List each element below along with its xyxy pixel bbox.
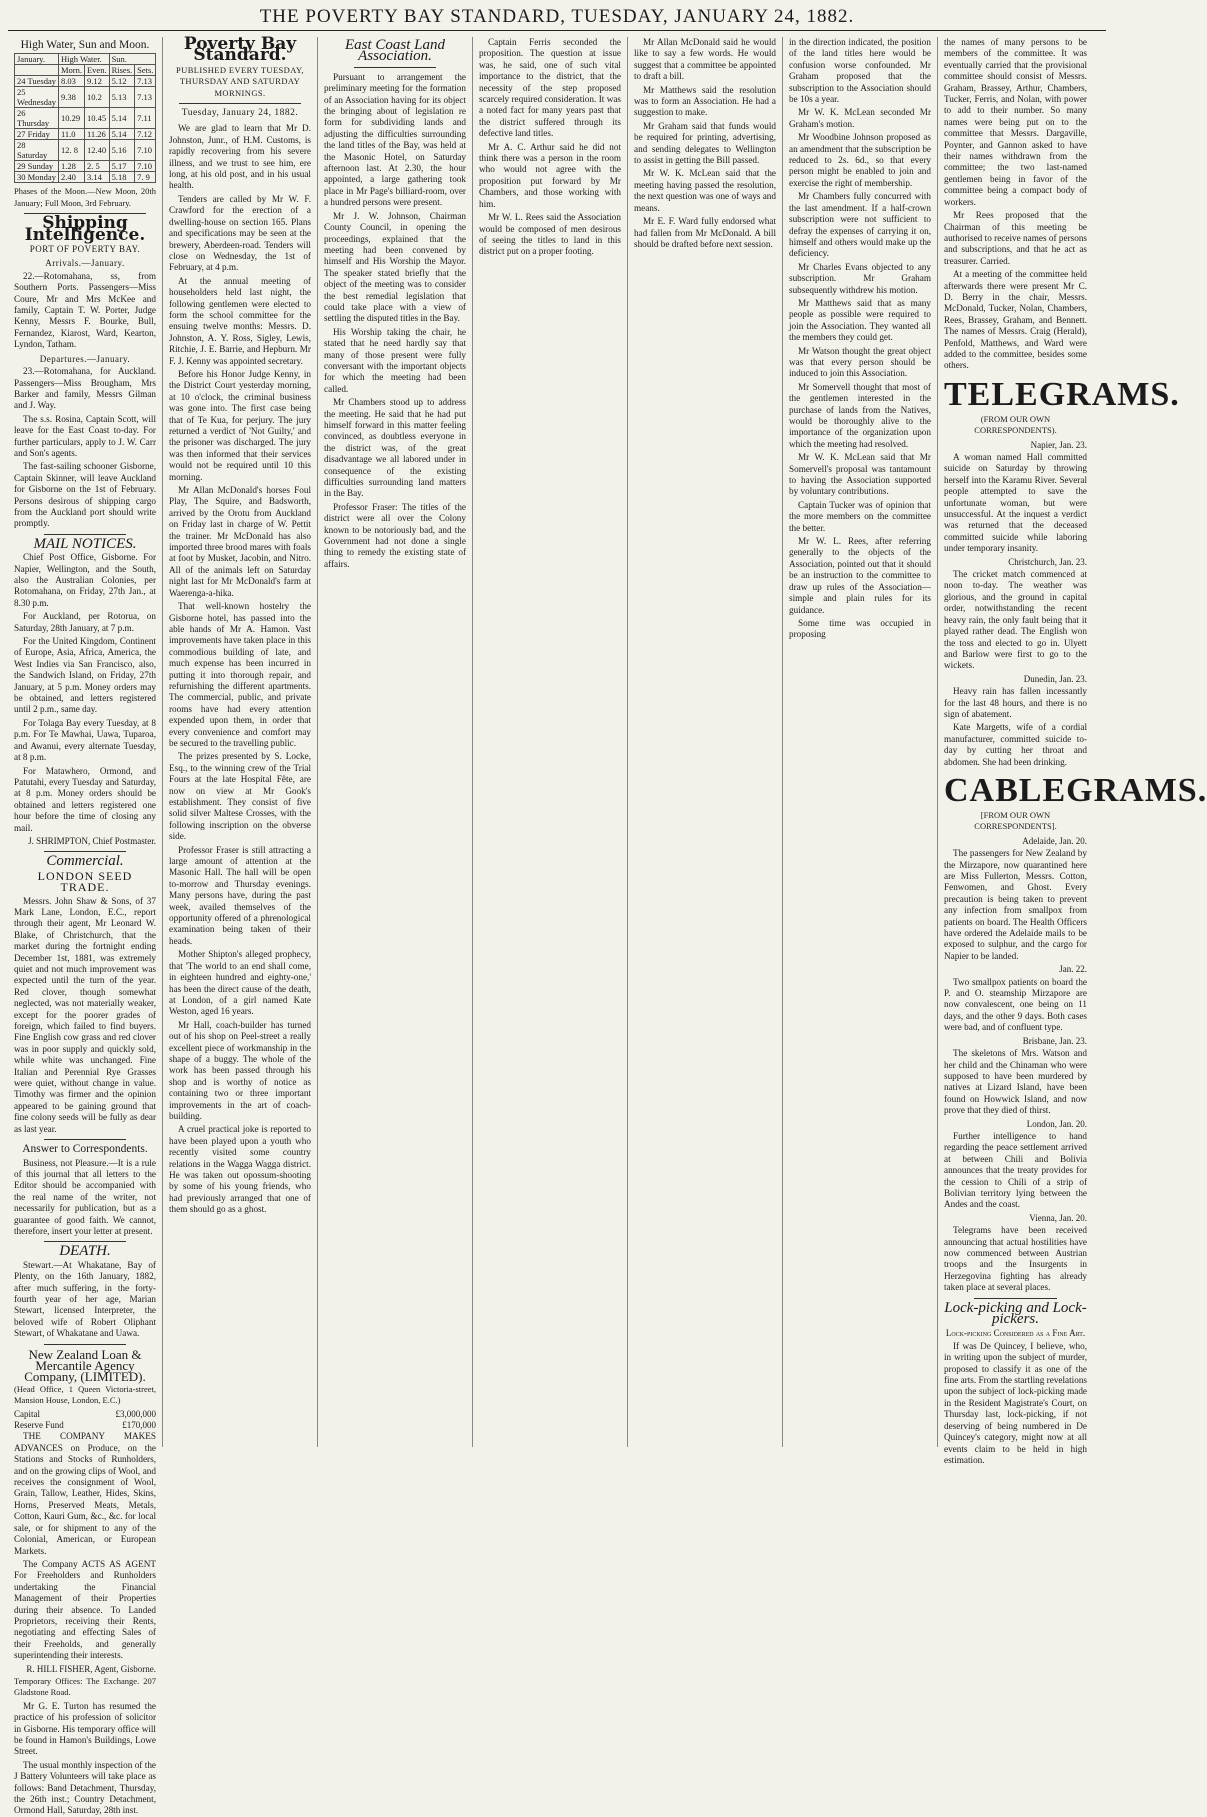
tide-row bbox=[15, 129, 156, 140]
dunedin-head: Dunedin, Jan. 23. bbox=[1023, 673, 1087, 684]
reserve-line bbox=[14, 1420, 156, 1431]
east-coast-p8: Mr W. L. Rees said the Association would be composed of men desirous of seeing the titles to land in this district put on a proper footing. bbox=[479, 212, 621, 257]
adelaide-text: The passengers for New Zealand by the Mirzapore, now quarantined here are Miss Fullerton, Messrs. Cotton, Fenwomen, and Ghost. Every precaution is being taken to prevent any infection from smallpox from patients on board. The Health Officers have ordered the Adelaide mails to be exposed to sulphur, and the cargo for Napier to be landed. bbox=[944, 848, 1087, 961]
east-coast-p13: Mr E. F. Ward fully endorsed what had fallen from Mr McDonald. A bill should be drafted before next session. bbox=[634, 216, 776, 249]
east-coast-p4: Mr Chambers stood up to address the meeting. He said that he had put himself forward in this matter feeling convinced, as doubtless everyone in the district was, of the great disadvantage we all labored under in consequence of the existing difficulties surrounding land matters in the Bay. bbox=[324, 397, 466, 499]
east-coast-p2: Mr J. W. Johnson, Chairman County Council, in opening the proceedings, explained that the meeting had been convened by himself and His Worship the Mayor. The speaker stated briefly that the object of the meeting was to consider the best remedial legislation that could take place with a view of settling the disputed titles in the Bay. bbox=[324, 210, 466, 324]
tide-table bbox=[14, 53, 156, 183]
brisbane-head: Brisbane, Jan. 23. bbox=[1022, 1035, 1087, 1046]
tide-cell: 11.26 bbox=[84, 129, 109, 140]
assoc-d: Mr Charles Evans objected to any subscription. Mr Graham subsequently withdrew his motion. bbox=[789, 261, 931, 295]
standard-p7: The prizes presented by S. Locke, Esq., to the winning crew of the Trial Fours at the late Hospital Fête, are now on view at Mr Gook's establishment. They consist of five solid silver Maltese Crosses, with the following inscription on the obverse side. bbox=[169, 751, 311, 842]
mail-p3: For the United Kingdom, Continent of Europe, Asia, Africa, America, the West Indies via San Francisco, also, the Sandwich Island, on Friday, 27th January, at 5 p.m. Money orders may be obtained, and letters registered until 2 p.m., same day. bbox=[14, 636, 156, 715]
death-body: Stewart.—At Whakatane, Bay of Plenty, on the 16th January, 1882, after much suffering, in the forty-fourth year of her age, Marian Stewart, licensed Interpreter, the beloved wife of Robert Oliphant Stewart, of Whakatane and Uawa. bbox=[14, 1259, 156, 1339]
standard-p11: A cruel practical joke is reported to have been played upon a youth who recently visited some country relations in the Wagga Wagga district. He was taken out opossum-shooting by some of his young friends, who had previously arranged that one of them should go as a ghost. bbox=[169, 1124, 311, 1215]
tide-row bbox=[15, 108, 156, 129]
lockpicking-sub: Lock-picking Considered as a Fine Art. bbox=[945, 1328, 1086, 1339]
mail-p1: Chief Post Office, Gisborne. For Napier, Wellington, and the South, also the Australian Colonies, per Rotomahana, on Friday, 27th Jan., at 8.30 p.m. bbox=[14, 552, 156, 608]
vienna-text: Telegrams have been received announcing that actual hostilities have now commenced between Austrian troops and the Insurgents in Herzegovina fighting has already taken place at several places. bbox=[944, 1225, 1087, 1293]
tide-cell: 29 Sunday bbox=[15, 161, 59, 172]
east-coast-p5: Professor Fraser: The titles of the district were all over the Colony known to be notoriously bad, and the Government had not done a single thing to remedy the existing state of affairs. bbox=[324, 501, 466, 569]
column-1 bbox=[8, 37, 163, 1816]
loan-acts: The Company ACTS AS AGENT For Freeholders and Runholders undertaking the Financial Management of their Properties during their absence. To Landed Proprietors, receiving their Rents, negotiating and effecting Sales of their Freeholds, and generally superintending their interests. bbox=[14, 1558, 156, 1661]
assoc-cont: in the direction indicated, the position of the land titles here would be confusion worse confounded. Mr Graham proposed that the subscription to the Association should be 10s a year. bbox=[789, 37, 931, 105]
column-3 bbox=[318, 37, 473, 1447]
vienna-head: Vienna, Jan. 20. bbox=[1029, 1212, 1087, 1223]
jan22-text: Two smallpox patients on board the P. and O. steamship Mirzapore are now convalescent, one being on 11 days, and the other 9 days. Both cases were bad, and of confluent type. bbox=[944, 976, 1087, 1033]
standard-p1: We are glad to learn that Mr D. Johnston, Junr., of H.M. Customs, is rapidly recovering from his severe illness, and we trust to see him, ere long, at his old post, and in his usual health. bbox=[169, 123, 311, 191]
cablegrams-title: CABLEGRAMS. bbox=[944, 771, 1207, 809]
departures-text: 23.—Rotomahana, for Auckland. Passengers—Miss Brougham, Mrs Barker and family, Messrs Gilman and J. Way. bbox=[14, 366, 156, 411]
napier-head: Napier, Jan. 23. bbox=[1030, 439, 1087, 450]
tide-cell: 7.13 bbox=[135, 87, 156, 108]
dunedin-text: Heavy rain has fallen incessantly for the last 48 hours, and there is no sign of abatement. bbox=[944, 686, 1087, 719]
cablegrams-sub: [FROM OUR OWN CORRESPONDENTS]. bbox=[974, 809, 1057, 832]
tide-cell: 5.12 bbox=[109, 76, 135, 87]
assoc-b: Mr Woodbine Johnson proposed as an amendment that the subscription be reduced to 2s. 6d., so that every person might be enabled to join and exercise the right of membership. bbox=[789, 132, 931, 188]
adelaide-head: Adelaide, Jan. 20. bbox=[1022, 835, 1087, 846]
assoc-f: Mr Watson thought the great object was that every person should be induced to join this Association. bbox=[789, 345, 931, 379]
london-text: Further intelligence to hand regarding the peace settlement arrived at between Chili and Bolivia announces that the treaty provides for the cession to Chili of a strip of Bolivian territory lying between the Andes and the coast. bbox=[944, 1130, 1087, 1210]
tide-cell: 28 Saturday bbox=[15, 140, 59, 161]
east-coast-p1: Pursuant to arrangement the preliminary meeting for the formation of an Association having for its object the bringing about of legislation re form for subdividing lands and adjusting the difficulties surrounding the land titles of the Bay, was held at the Masonic Hotel, on Saturday afternoon last. At 2.30, the hour appointed, a large gathering took place in Mr Page's billiard-room, over a hundred persons were present. bbox=[324, 71, 466, 208]
mail-signature: J. SHRIMPTON, Chief Postmaster. bbox=[28, 835, 156, 846]
commercial-body: Messrs. John Shaw & Sons, of 37 Mark Lane, London, E.C., report through their agent, Mr Leonard W. Blake, of Christchurch, that the market during the fortnight ending December 1st, 1881, was extremely quiet and not much improvement was expected until the turn of the year. Red clover, though somewhat neglected, was not materially weaker, except for the poorer grades of foreign, which failed to find buyers. Fine English cow grass and red clover was in poor supply and quickly sold, while white was unchanged. Fine Italian and Perennial Rye Grasses were quiet, without change in value. Timothy was firmer and the opinion appeared to be gaining ground that fine colony seeds will be fully as dear as last year. bbox=[14, 895, 156, 1134]
tide-head-high: High Water. bbox=[58, 54, 109, 65]
column-4 bbox=[473, 37, 628, 1447]
standard-p3: At the annual meeting of householders held last night, the following gentlemen were elected to form the school committee for the ensuing twelve months: Messrs. D. Johnston, A. Y. Ross, Sigley, Lewis, Ritchie, J. E. Barrie, and Hepburn. Mr F. J. Kenny was appointed secretary. bbox=[169, 275, 311, 366]
battery-notice: The usual monthly inspection of the J Battery Volunteers will take place as follows: Band Detachment, Thursday, the 26th inst.; Country Detachment, Ormond Hall, Saturday, 28th inst. bbox=[14, 1759, 156, 1816]
assoc-g: Mr Somervell thought that most of the gentlemen interested in the purchase of lands from the Natives, would be thoroughly alive to the importance of the organization upon which the meeting had resolved. bbox=[789, 381, 931, 449]
standard-p9: Mother Shipton's alleged prophecy, that 'The world to an end shall come, in eighteen hundred and eighty-one,' has been the direct cause of the death, at London, of a girl named Kate Weston, aged 16 years. bbox=[169, 949, 311, 1017]
capital-value: £3,000,000 bbox=[115, 1408, 156, 1419]
east-coast-p11: Mr Graham said that funds would be required for printing, advertising, and sending delegates to Wellington to assist in getting the Bill passed. bbox=[634, 120, 776, 166]
east-coast-p10: Mr Matthews said the resolution was to form an Association. He had a suggestion to make. bbox=[634, 84, 776, 118]
brisbane-text: The skeletons of Mrs. Watson and her child and the Chinaman who were supposed to have been murdered by natives at Lizard Island, have been found on Howwick Island, and now prove that they died of thirst. bbox=[944, 1048, 1087, 1116]
east-coast-p9: Mr Allan McDonald said he would like to say a few words. He would suggest that a committee be appointed to draft a bill. bbox=[634, 37, 776, 82]
tide-cell: 12.40 bbox=[84, 140, 109, 161]
assoc-a: Mr W. K. McLean seconded Mr Graham's motion. bbox=[789, 107, 931, 129]
tide-row bbox=[15, 76, 156, 87]
tide-cell: 5.14 bbox=[109, 108, 135, 129]
tide-cell: 9.38 bbox=[58, 87, 84, 108]
tide-cell: 5.13 bbox=[109, 87, 135, 108]
tide-cell: 9.12 bbox=[84, 76, 109, 87]
reserve-label: Reserve Fund bbox=[14, 1420, 64, 1431]
tide-cell: 11.0 bbox=[58, 129, 84, 140]
shipping-notice-2: The fast-sailing schooner Gisborne, Captain Skinner, will leave Auckland for Gisborne on the 1st of February. Persons desirous of shipping cargo from the Auckland port should write promptly. bbox=[14, 461, 156, 529]
committee-names: the names of many persons to be members of the committee. It was eventually carried that the provisional committee should consist of Messrs. Graham, Brassey, Arthur, Chambers, Tucker, Ferris, and Nolan, with power to add to their number. So many names were being put on to the committee that Messrs. Dargaville, Poynter, and Gannon asked to have their names withdrawn from the committee; the two last-named gentlemen being in favor of the committee being a compact body of workers. bbox=[944, 37, 1087, 207]
tide-cell: 7.10 bbox=[135, 140, 156, 161]
tide-head-even: Even. bbox=[84, 65, 109, 76]
commercial-sub: LONDON SEED TRADE. bbox=[37, 868, 133, 895]
tide-cell: 5.18 bbox=[109, 172, 135, 183]
tide-cell: 7.10 bbox=[135, 161, 156, 172]
loan-office: (Head Office, 1 Queen Victoria-street, Mansion House, London, E.C.) bbox=[14, 1383, 156, 1406]
assoc-i: Captain Tucker was of opinion that the more members on the committee the better. bbox=[789, 499, 931, 533]
loan-temp-offices: Temporary Offices: The Exchange. 207 Gladstone Road. bbox=[14, 1675, 156, 1698]
tide-cell: 8.03 bbox=[58, 76, 84, 87]
east-coast-p3: His Worship taking the chair, he stated that he need hardly say that many of those present were fully conversant with the important objects for which the meeting had been called. bbox=[324, 326, 466, 394]
lockpicking-text: If was De Quincey, I believe, who, in writing upon the subject of murder, proposed to classify it as one of the fine arts. From the startling revelations upon the subject of lock-picking made in the Resident Magistrate's Court, on Thursday last, lock-picking, if not deserving of being numbered in De Quincey's category, might now at all events claim to be held in high estimation. bbox=[944, 1340, 1087, 1465]
tide-cell: 2.40 bbox=[58, 172, 84, 183]
column-6 bbox=[783, 37, 938, 1447]
napier-text: A woman named Hall committed suicide on Saturday by throwing herself into the Karamu River. Several people attempted to save the unfortunate woman, but were unsuccessful. At the inquest a verdict was returned that the deceased committed suicide while laboring under temporary insanity. bbox=[944, 452, 1087, 554]
assoc-h: Mr W. K. McLean said that Mr Somervell's proposal was tantamount to having the Association supported by voluntary contributions. bbox=[789, 452, 931, 497]
assoc-c: Mr Chambers fully concurred with the last amendment. If a half-crown subscription were not sufficient to defray the expenses of carrying it on, himself and others would make up the deficiency. bbox=[789, 191, 931, 259]
masthead: THE POVERTY BAY STANDARD, TUESDAY, JANUARY 24, 1882. bbox=[8, 6, 1106, 31]
assoc-j: Mr W. L. Rees, after referring generally to the objects of the Association, pointed out that it should be an instruction to the committee to draw up rules of the Association—simple and plain rules for its guidance. bbox=[789, 536, 931, 615]
tide-head-rises: Rises. bbox=[109, 65, 135, 76]
tide-cell: 7.13 bbox=[135, 76, 156, 87]
tide-row bbox=[15, 87, 156, 108]
tide-cell: 7. 9 bbox=[135, 172, 156, 183]
moon-phases: Phases of the Moon.—New Moon, 20th January; Full Moon, 3rd February. bbox=[14, 186, 156, 208]
standard-p4: Before his Honor Judge Kenny, in the District Court yesterday morning, at 10 o'clock, the criminal business was gone into. The first case being that of Te Kua, for perjury. The jury returned a verdict of 'Not Guilty,' and the prisoner was discharged. The jury was then informed that their services would not be required until 10 this morning. bbox=[169, 368, 311, 482]
tide-cell: 12. 8 bbox=[58, 140, 84, 161]
assoc-e: Mr Matthews said that as many people as possible were required to join the Association. They wanted all the members they could get. bbox=[789, 297, 931, 343]
tide-cell: 24 Tuesday bbox=[15, 76, 59, 87]
standard-p2: Tenders are called by Mr W. F. Crawford for the erection of a dwelling-house on section 165. Plans and specifications may be seen at the brewery, Aberdeen-road. Tenders will close on Wednesday, the 1st of February, at 4 p.m. bbox=[169, 193, 311, 273]
standard-p5: Mr Allan McDonald's horses Foul Play, The Squire, and Badsworth, arrived by the Orotu from Auckland on Friday last in charge of W. Pettit the trainer. Mr McDonald has also imported three brood mares with foals at foot by Musket, Jacobin, and Nitro. All of the animals left on Saturday night last for Mr McDonald's farm at Waerenga-a-hika. bbox=[169, 485, 311, 598]
tide-head-sun: Sun. bbox=[109, 54, 156, 65]
tide-cell: 10.45 bbox=[84, 108, 109, 129]
london-head: London, Jan. 20. bbox=[1026, 1118, 1087, 1129]
jan22-head: Jan. 22. bbox=[1059, 964, 1087, 975]
standard-p8: Professor Fraser is still attracting a large amount of attention at the Masonic Hall. The hall will be open to-morrow and Thursday evenings. Many persons have, during the past week, availed themselves of the opportunity offered of a phrenological examination being taken of their heads. bbox=[169, 844, 311, 946]
telegrams-sub: (FROM OUR OWN CORRESPONDENTS). bbox=[974, 413, 1057, 436]
tide-cell: 7.11 bbox=[135, 108, 156, 129]
correspondents-title: Answer to Correspondents. bbox=[22, 1143, 148, 1156]
east-coast-p6: Captain Ferris seconded the proposition. The question at issue was, he said, one of such vital importance to the district, that the necessity of the step proposed scarcely required consideration. It was a noted fact for many years past that the district suffered through its defective land titles. bbox=[479, 37, 621, 139]
tide-cell: 5.14 bbox=[109, 129, 135, 140]
shipping-title: Shipping Intelligence. bbox=[24, 213, 146, 245]
tide-row bbox=[15, 161, 156, 172]
column-7 bbox=[938, 37, 1207, 1465]
mail-p4: For Tolaga Bay every Tuesday, at 8 p.m. For Te Mawhai, Uawa, Tuparoa, and Awanui, every alternate Tuesday, at 8 p.m. bbox=[14, 717, 156, 763]
committee-rees: Mr Rees proposed that the Chairman of this meeting be authorised to receive names of persons and subscriptions, and that he act as treasurer. Carried. bbox=[944, 210, 1087, 266]
correspondents-body: Business, not Pleasure.—It is a rule of this journal that all letters to the Editor should be accompanied with the real name of the writer, not necessarily for publication, but as a guarantee of good faith. We cannot, therefore, insert your letter at present. bbox=[14, 1157, 156, 1236]
east-coast-title: East Coast Land Association. bbox=[344, 37, 446, 65]
arrivals-text: 22.—Rotomahana, ss, from Southern Ports. Passengers—Miss Coure, Mr and Mrs McKee and family, Captain T. W. Porter, Judge Kenny, Messrs F. Bourke, Bull, Fernandez, Kiarost, Ward, Kearton, Lyndon, Tatham. bbox=[14, 270, 156, 350]
column-5 bbox=[628, 37, 783, 1447]
tide-cell: 26 Thursday bbox=[15, 108, 59, 129]
east-coast-p7: Mr A. C. Arthur said he did not think there was a person in the room who would not agree with the proposition put forward by Mr Chambers, and those working with him. bbox=[479, 141, 621, 209]
telegrams-title: TELEGRAMS. bbox=[944, 375, 1180, 413]
loan-title: New Zealand Loan & Mercantile Agency Company, (LIMITED). bbox=[24, 1346, 146, 1385]
standard-p6: That well-known hostelry the Gisborne hotel, has passed into the able hands of Mr A. Hamon. Vast improvements have taken place in this commodious building of late, and much expense has been incurred in putting it into thorough repair, and refurnishing the different apartments. The commercial, public, and private rooms have had every attention expended upon them, in order that every convenience and comfort may be secured to the travelling public. bbox=[169, 601, 311, 748]
tide-cell: 25 Wednesday bbox=[15, 87, 59, 108]
columns bbox=[8, 34, 1207, 1816]
standard-date: Tuesday, January 24, 1882. bbox=[181, 108, 299, 119]
tide-cell: 30 Monday bbox=[15, 172, 59, 183]
tide-cell: 5.16 bbox=[109, 140, 135, 161]
tide-cell: 27 Friday bbox=[15, 129, 59, 140]
commercial-title: Commercial. bbox=[46, 853, 124, 870]
port-title: PORT OF POVERTY BAY. bbox=[29, 244, 141, 255]
tide-cell: 7.12 bbox=[135, 129, 156, 140]
death-title: DEATH. bbox=[59, 1243, 111, 1260]
lockpicking-title: Lock-picking and Lock-pickers. bbox=[944, 1299, 1087, 1328]
christchurch-text: The cricket match commenced at noon to-day. The weather was glorious, and the ground in capital order, notwithstanding the recent heavy rain, the only fault being that it played rather dead. The English won the toss and elected to go in. Ulyett and Barlow were first to go to the wickets. bbox=[944, 569, 1087, 671]
dunedin-text-2: Kate Margetts, wife of a cordial manufacturer, committed suicide to-day by cutting her throat and abdomen. She had been drinking. bbox=[944, 722, 1087, 767]
tide-row bbox=[15, 172, 156, 183]
reserve-value: £170,000 bbox=[122, 1420, 156, 1431]
standard-p10: Mr Hall, coach-builder has turned out of his shop on Peel-street a really excellent piece of workmanship in the shape of a buggy. The whole of the work has been passed through his shop and is worthy of notice as containing two or three important improvements in the art of coach-building. bbox=[169, 1019, 311, 1121]
committee-meeting: At a meeting of the committee held afterwards there were present Mr C. D. Berry in the chair, Messrs. McDonald, Tucker, Nolan, Chambers, Rees, Brassey, Graham, and Bennett. The names of Messrs. Craig (Herald), Penfold, Matthews, and Ward were added to the committee, besides some others. bbox=[944, 269, 1087, 371]
tide-cell: 10.2 bbox=[84, 87, 109, 108]
loan-body: THE COMPANY MAKES ADVANCES on Produce, on the Stations and Stocks of Runholders, and on the growing clips of Wool, and receives the consignment of Wool, Grain, Tallow, Leather, Hides, Skins, Horns, Preserved Meats, Metals, Cotton, Kauri Gum, &c., &c. for local sale, or for shipment to any of the Colonial, American, or European Markets. bbox=[14, 1431, 156, 1556]
mail-title: MAIL NOTICES. bbox=[33, 535, 137, 552]
tide-cell: 3.14 bbox=[84, 172, 109, 183]
shipping-notice: The s.s. Rosina, Captain Scott, will leave for the East Coast to-day. For further particulars, apply to J. W. Carr and Son's agents. bbox=[14, 413, 156, 458]
tide-cell: 1.28 bbox=[58, 161, 84, 172]
tide-head-sets: Sets. bbox=[135, 65, 156, 76]
tide-cell: 10.29 bbox=[58, 108, 84, 129]
east-coast-p12: Mr W. K. McLean said that the meeting having passed the resolution, the next question was one of ways and means. bbox=[634, 168, 776, 213]
arrivals-head: Arrivals.—January. bbox=[45, 258, 125, 269]
standard-pub: PUBLISHED EVERY TUESDAY, THURSDAY AND SATURDAY MORNINGS. bbox=[176, 64, 304, 98]
capital-line bbox=[14, 1409, 156, 1420]
departures-head: Departures.—January. bbox=[39, 353, 131, 364]
assoc-k: Some time was occupied in proposing bbox=[789, 617, 931, 640]
column-2 bbox=[163, 34, 318, 1447]
tide-cell: 5.17 bbox=[109, 161, 135, 172]
tide-cell: 2. 5 bbox=[84, 161, 109, 172]
loan-signature: R. HILL FISHER, Agent, Gisborne. bbox=[26, 1663, 156, 1674]
tide-title: High Water, Sun and Moon. bbox=[20, 39, 150, 51]
tide-row bbox=[15, 140, 156, 161]
turton-notice: Mr G. E. Turton has resumed the practice of his profession of solicitor in Gisborne. His temporary office will be found in Hamon's Buildings, Lowe Street. bbox=[14, 1700, 156, 1757]
mail-p2: For Auckland, per Rotorua, on Saturday, 28th January, at 7 p.m. bbox=[14, 611, 156, 633]
tide-head-morn: Morn. bbox=[58, 65, 84, 76]
christchurch-head: Christchurch, Jan. 23. bbox=[1008, 556, 1087, 567]
mail-p5: For Matawhero, Ormond, and Patutahi, every Tuesday and Saturday, at 8 p.m. Money orders should be obtained and letters registered one hour before the time of closing any mail. bbox=[14, 765, 156, 833]
standard-title: Poverty Bay Standard. bbox=[183, 34, 297, 66]
tide-head-month: January. bbox=[15, 54, 59, 65]
capital-label: Capital bbox=[14, 1408, 40, 1419]
